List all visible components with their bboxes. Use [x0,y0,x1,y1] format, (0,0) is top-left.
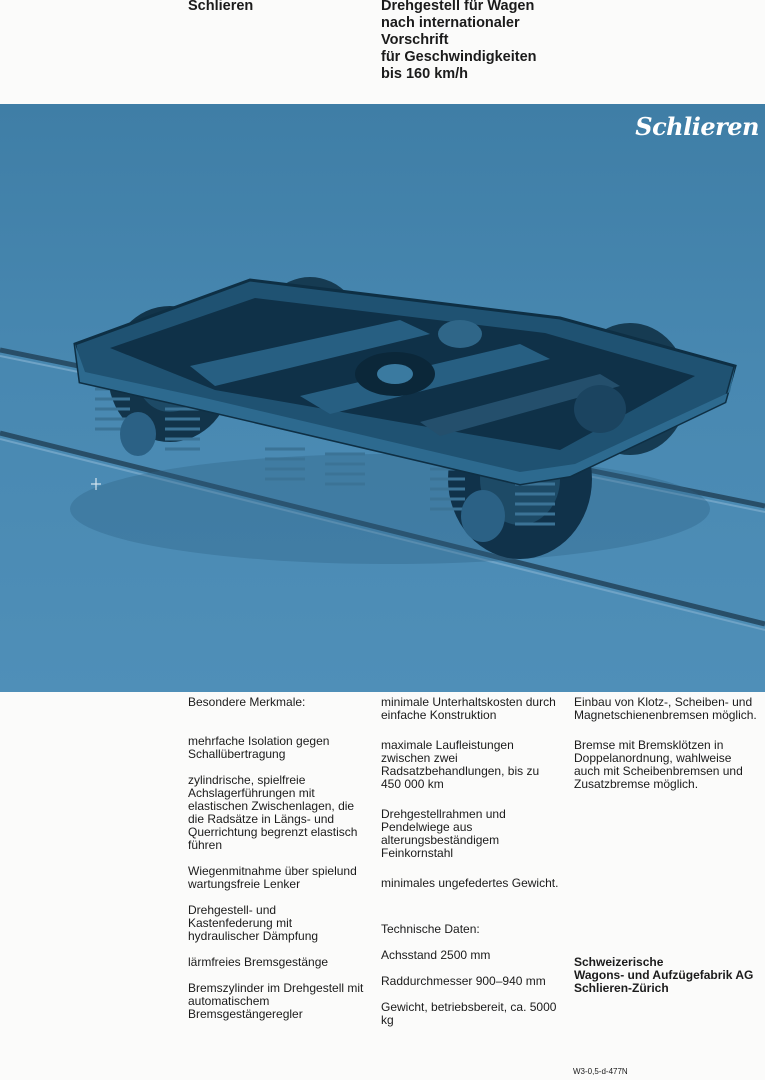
feature-item: lärmfreies Bremsgestänge [188,955,329,969]
company-address [574,956,753,995]
features-heading: Besondere Merkmale: [188,695,306,709]
company-line: Wagons- und Aufzügefabrik AG [574,968,754,982]
tech-item: Raddurchmesser 900–940 mm [381,974,546,988]
features-column-1 [188,696,364,1034]
feature-item: Drehgestellrahmen und Pendelwiege aus alterungsbeständigem Feinkornstahl [381,807,506,860]
title-line: nach internationaler [381,15,520,31]
title-line: für Geschwindigkeiten [381,49,537,65]
company-line: Schlieren-Zürich [574,981,669,995]
title-line: Vorschrift [381,32,449,48]
feature-item: mehrfache Isolation gegen Schallübertragung [188,734,330,761]
features-column-3 [574,696,760,804]
feature-item: Einbau von Klotz-, Scheiben- und Magnetschienenbremsen möglich. [574,695,757,722]
feature-item: maximale Laufleistungen zwischen zwei Radsatzbehandlungen, bis zu 450 000 km [381,738,540,791]
feature-item: Bremszylinder im Drehgestell mit automatischem Bremsgestängeregler [188,981,364,1021]
print-code: W3-0,5-d-477N [573,1067,628,1076]
feature-item: Wiegenmitnahme über spielund wartungsfreie Lenker [188,864,357,891]
bogie-photo [0,104,765,692]
feature-item: minimale Unterhaltskosten durch einfache Konstruktion [381,695,556,722]
title-line: bis 160 km/h [381,66,469,82]
logo: Schlieren [635,112,759,141]
feature-item: minimales ungefedertes Gewicht. [381,876,559,890]
title-line: Drehgestell für Wagen [381,0,535,14]
bogie-illustration [0,104,765,692]
page-title [381,0,537,83]
company-line: Schweizerische [574,955,664,969]
tech-item: Achsstand 2500 mm [381,948,491,962]
feature-item: Drehgestell- und Kastenfederung mit hydraulischer Dämpfung [188,903,319,943]
feature-item: zylindrische, spielfreie Achslagerführungen mit elastischen Zwischenlagen, die die Radsätze in Längs- und Querrichtung begrenzt elastisch führen [188,773,358,852]
brand-name: Schlieren [188,0,254,14]
tech-item: Gewicht, betriebsbereit, ca. 5000 kg [381,1000,557,1027]
tech-heading: Technische Daten: [381,922,480,936]
feature-item: Bremse mit Bremsklötzen in Doppelanordnung, wahlweise auch mit Scheibenbremsen und Zusatzbremse möglich. [574,738,743,791]
features-column-2 [381,696,559,1040]
